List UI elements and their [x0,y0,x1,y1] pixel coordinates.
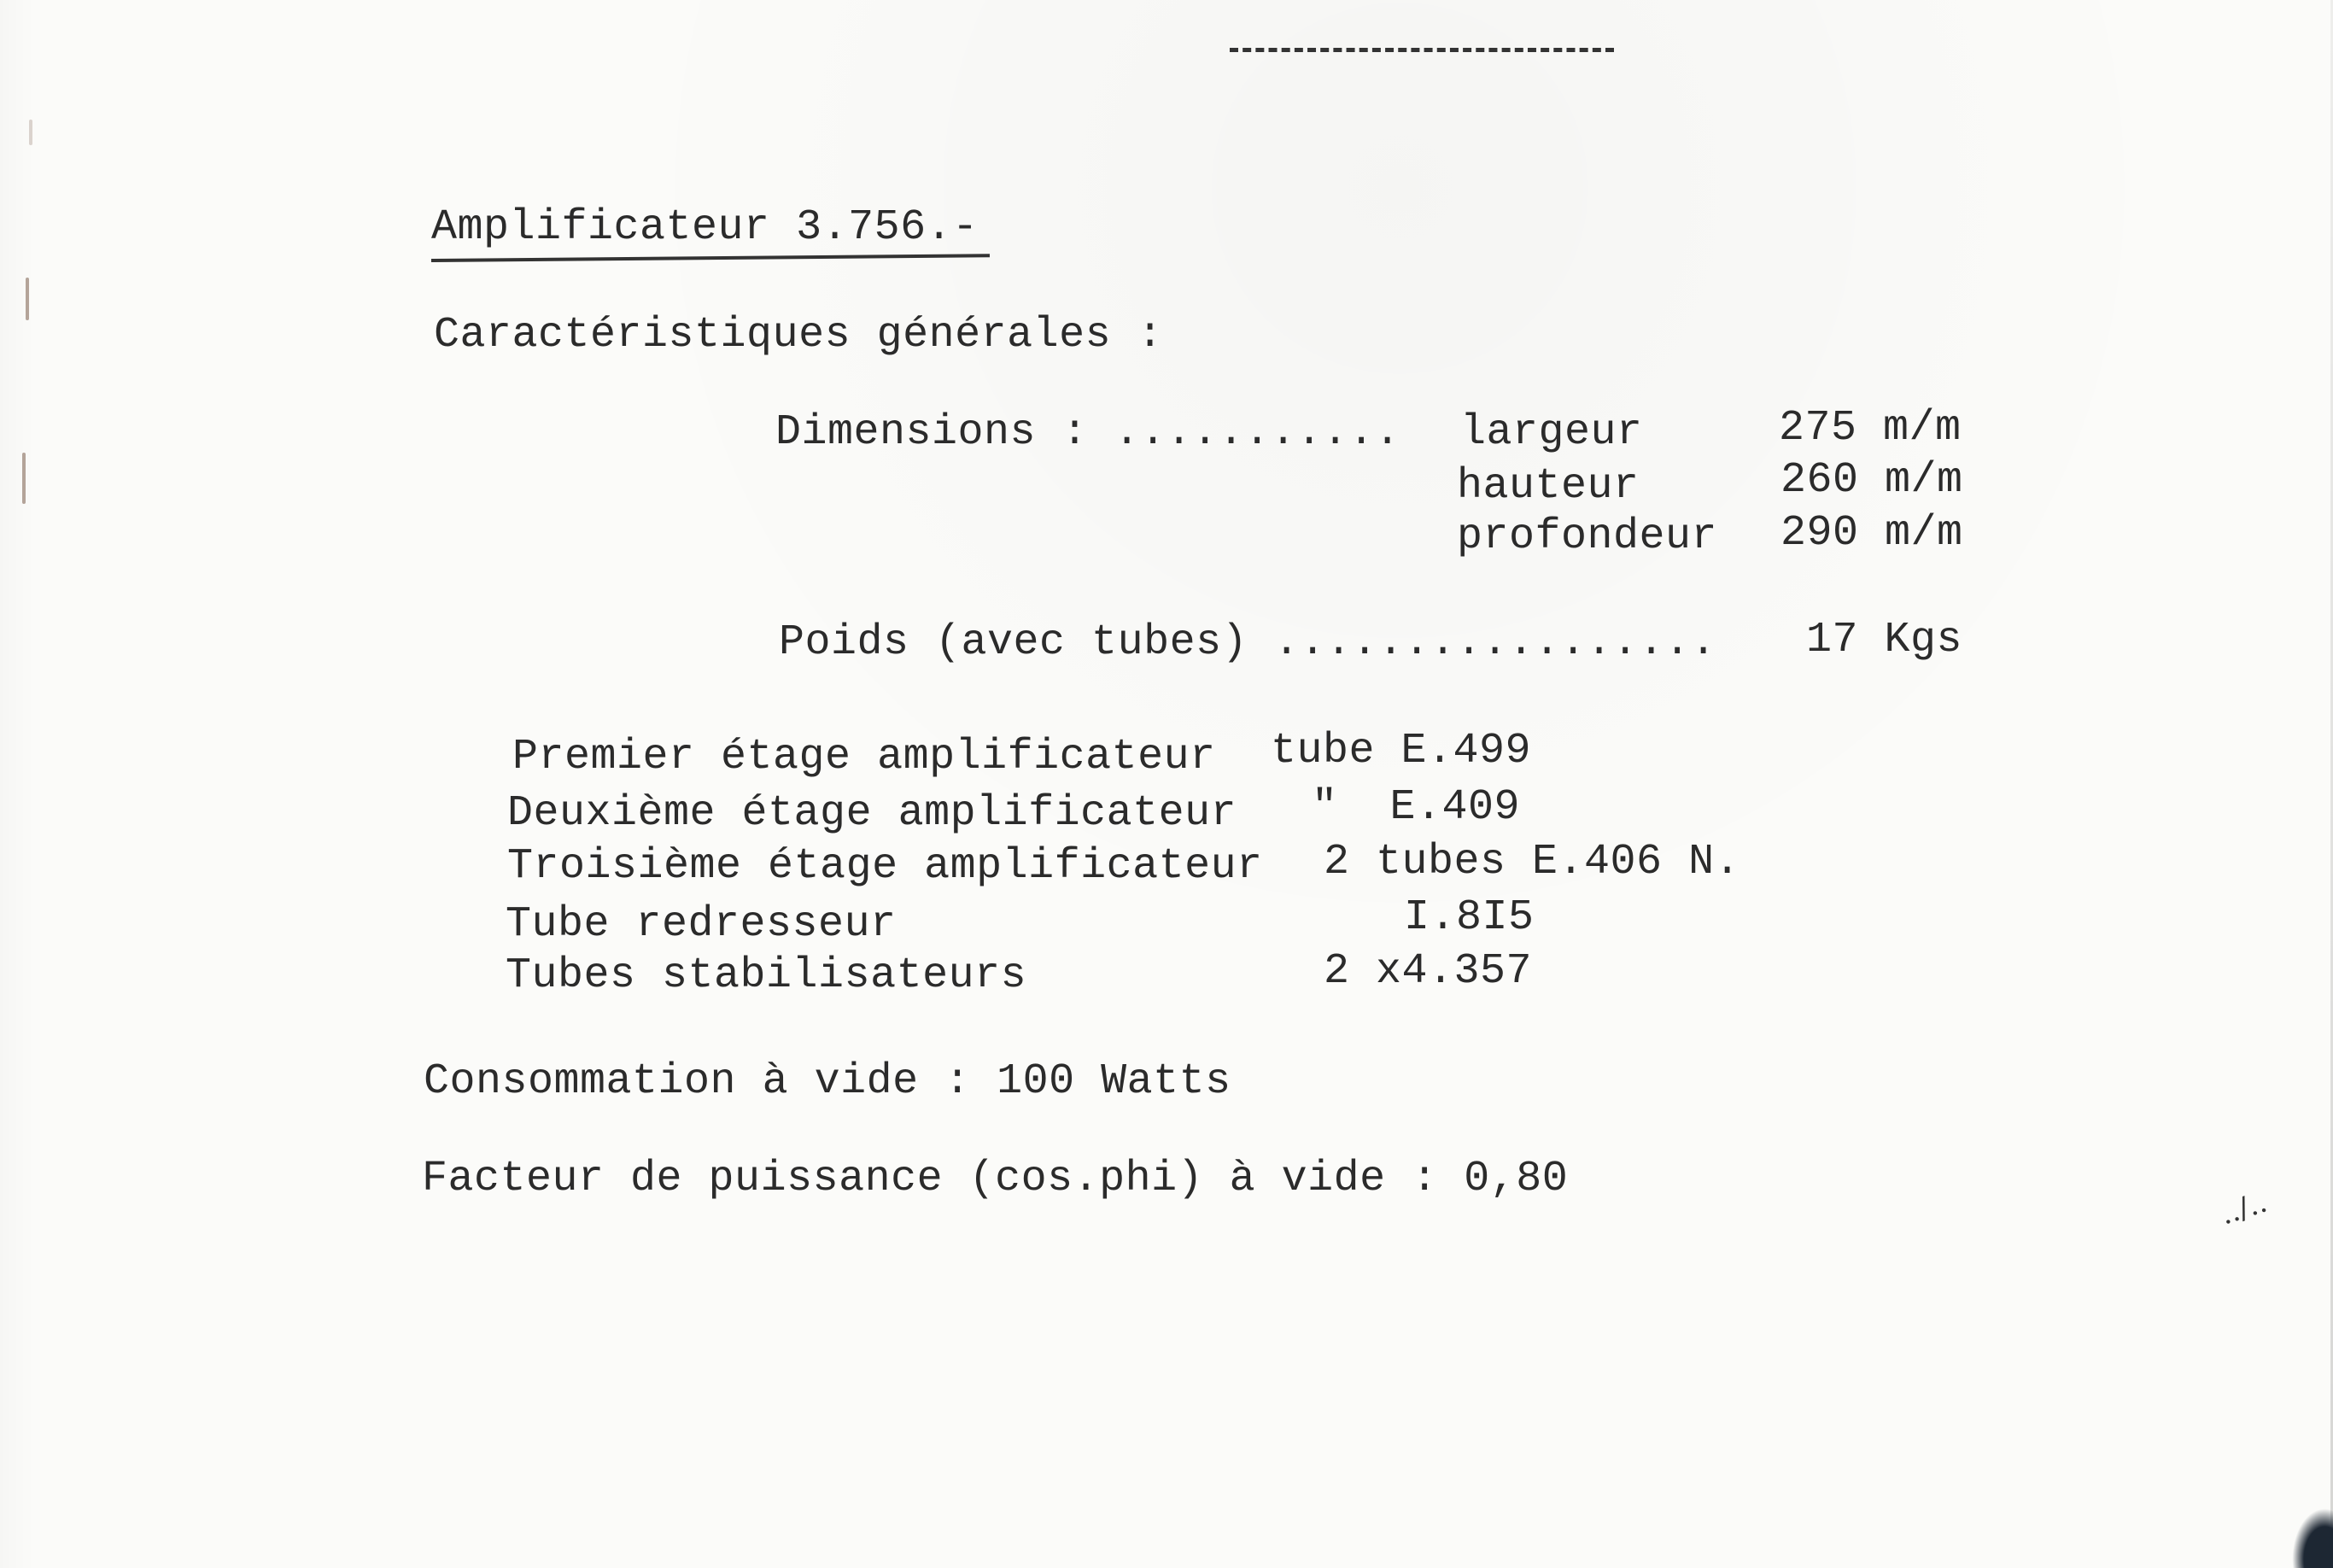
margin-mark [26,278,29,320]
continuation-mark: ../.. [2216,1185,2272,1232]
tube-stage-5: Tubes stabilisateurs [506,951,1027,1000]
tube-stage-1: Premier étage amplificateur [512,733,1216,781]
consumption-line: Consommation à vide : 100 Watts [424,1057,1231,1106]
tube-stage-4: Tube redresseur [506,900,897,949]
dimension-value-depth: 290 m/m [1780,509,1963,558]
weight-value: 17 Kgs [1806,616,1963,664]
tube-stage-2: Deuxième étage amplificateur [507,789,1237,838]
title-underline [431,254,990,262]
margin-mark [22,453,26,504]
tube-type-2: " E.409 [1312,783,1521,832]
weight-label: Poids (avec tubes) ................. [779,618,1717,667]
corner-ink-blot [2292,1508,2333,1568]
dimensions-label: Dimensions : ........... [775,408,1401,457]
dimension-name-width: largeur [1460,408,1643,457]
tube-stage-3: Troisième étage amplificateur [507,842,1263,891]
section-heading: Caractéristiques générales : [434,311,1164,360]
document-title: Amplificateur 3.756.- [431,203,979,252]
tube-type-3: 2 tubes E.406 N. [1324,838,1741,886]
header-dashed-rule [1230,48,1614,52]
margin-mark [29,120,32,145]
tube-type-4: I.8I5 [1404,893,1535,942]
dimension-value-height: 260 m/m [1780,456,1963,505]
power-factor-line: Facteur de puissance (cos.phi) à vide : 0,80 [422,1155,1569,1203]
dimension-name-depth: profondeur [1457,512,1718,561]
dimension-value-width: 275 m/m [1779,404,1962,453]
dimension-name-height: hauteur [1457,462,1640,511]
tube-type-1: tube E.499 [1271,727,1532,775]
tube-type-5: 2 x4.357 [1324,947,1533,996]
